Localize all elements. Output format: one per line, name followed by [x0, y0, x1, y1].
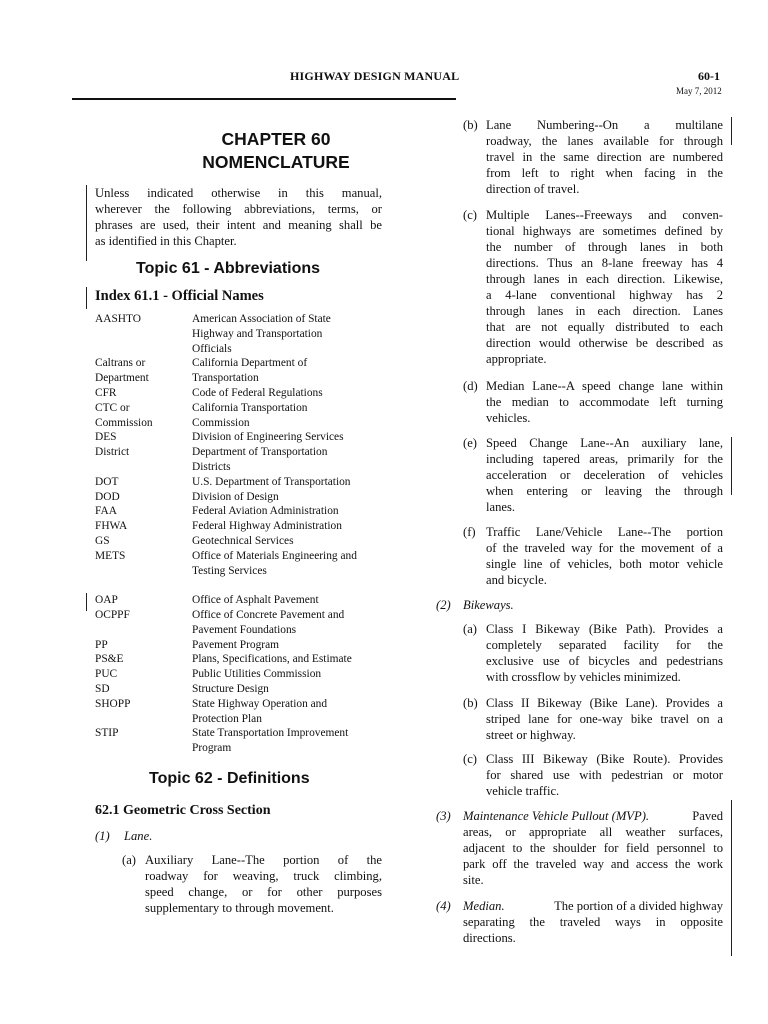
intro-line: as identified in this Chapter. [95, 234, 237, 248]
item-label: (e) [463, 436, 477, 450]
abbr-gap [95, 578, 395, 593]
item-line: site. [463, 873, 484, 887]
item-2-label: Bikeways. [463, 598, 514, 612]
abbr-row-pp [95, 638, 395, 653]
abbr-code: GS [95, 534, 110, 547]
item-line: supplementary to through movement. [145, 901, 334, 915]
abbr-row-des [95, 430, 395, 445]
item-line: Class II Bikeway (Bike Lane). Provides a [486, 696, 723, 710]
abbr-row-ocppf [95, 608, 395, 638]
mvp-definition [436, 808, 723, 890]
item-line: direction would otherwise be described as [486, 336, 723, 350]
abbr-row-cfr [95, 386, 395, 401]
abbr-definition: Structure Design [192, 682, 269, 695]
item-line: separating the traveled ways in opposite [463, 915, 723, 929]
intro-line: phrases are used, their intent and meaning shall be [95, 218, 382, 232]
change-bar [731, 800, 732, 956]
abbr-definition: Pavement Foundations [192, 623, 297, 636]
item-1-label: Lane. [124, 829, 153, 843]
abbr-row-gs [95, 534, 395, 549]
abbr-definition: State Transportation Improvement [192, 727, 349, 740]
item-line: Traffic Lane/Vehicle Lane--The portion [486, 525, 723, 539]
item-line: areas, or appropriate all weather surfaces, [463, 825, 723, 839]
change-bar [86, 185, 87, 261]
abbr-definition: Pavement Program [192, 638, 279, 651]
abbr-code: SD [95, 682, 110, 695]
abbr-row-fhwa [95, 519, 395, 534]
item-line: Paved [692, 809, 723, 823]
item-3-number: (3) [436, 809, 451, 823]
abbr-definition: Protection Plan [192, 712, 262, 725]
item-label: (d) [463, 379, 478, 393]
item-line: the median to accommodate left turning [486, 395, 723, 409]
lane-item-f [463, 524, 723, 590]
abbr-row-ctc [95, 401, 395, 431]
abbr-definition: U.S. Department of Transportation [192, 475, 351, 488]
item-line: Class I Bikeway (Bike Path). Provides a [486, 622, 723, 636]
abbr-code: CFR [95, 386, 117, 399]
chapter-title [96, 128, 456, 174]
item-line: vehicle traffic. [486, 784, 560, 798]
abbr-code: District [95, 446, 130, 459]
item-3-label: Maintenance Vehicle Pullout (MVP). [463, 809, 650, 823]
lane-item-b [463, 117, 723, 199]
abbr-code: STIP [95, 727, 119, 740]
abbr-code: AASHTO [95, 313, 141, 325]
abbr-definition: Public Utilities Commission [192, 668, 322, 681]
abbr-row-puc [95, 667, 395, 682]
abbr-row-sd [95, 682, 395, 697]
item-line: Multiple Lanes--Freeways and conven- [486, 208, 723, 222]
bikeway-item-c [463, 751, 723, 801]
abbr-code: FHWA [95, 520, 128, 533]
abbr-code: OCPPF [95, 608, 130, 621]
item-line: direction of travel. [486, 182, 580, 196]
abbr-row-shopp [95, 697, 395, 727]
running-header-title: HIGHWAY DESIGN MANUAL [290, 69, 460, 83]
mvp-first-line [463, 808, 723, 824]
item-line: Auxiliary Lane--The portion of the [145, 853, 382, 867]
item-line: from left to right when facing in the [486, 166, 723, 180]
item-line: Median Lane--A speed change lane within [486, 379, 723, 393]
item-1-number: (1) [95, 829, 110, 843]
section-62-1-heading: 62.1 Geometric Cross Section [95, 803, 271, 818]
lane-item-e [463, 435, 723, 517]
item-line: and bicycle. [486, 573, 547, 587]
item-line: Speed Change Lane--An auxiliary lane, [486, 436, 723, 450]
abbr-definition: Officials [192, 342, 232, 355]
item-4-number: (4) [436, 899, 451, 913]
abbr-row-caltrans [95, 356, 395, 386]
abbr-definition: Federal Highway Administration [192, 520, 342, 533]
abbr-definition: Commission [192, 416, 250, 429]
item-line: travel in the same direction are numbered [486, 150, 723, 164]
median-first-line [463, 898, 723, 914]
item-line: striped lane for one-way bike travel on a [486, 712, 723, 726]
item-line: that are not equally distributed to each [486, 320, 723, 334]
abbr-definition: Department of Transportation [192, 446, 328, 459]
item-line: park off the traveled way and access the work [463, 857, 723, 871]
intro-paragraph [95, 185, 382, 249]
abbr-code: FAA [95, 505, 117, 518]
abbr-row-dod [95, 490, 395, 505]
item-line: through lanes in each direction. Likewise, [486, 272, 723, 286]
abbr-definition: Geotechnical Services [192, 534, 294, 547]
item-label: (c) [463, 752, 477, 766]
abbr-definition: Division of Design [192, 490, 279, 503]
item-line: with crossflow by vehicles minimized. [486, 670, 681, 684]
intro-line: Unless indicated otherwise in this manual, [95, 186, 382, 200]
item-line: acceleration or deceleration of vehicles [486, 468, 723, 482]
abbr-definition: Transportation [192, 372, 259, 385]
item-label: (b) [463, 118, 478, 132]
item-line: Class III Bikeway (Bike Route). Provides [486, 752, 723, 766]
item-label: (a) [122, 853, 136, 867]
abbr-code: Department [95, 372, 149, 385]
lane-item-d [463, 378, 723, 428]
index-61-1-heading: Index 61.1 - Official Names [95, 288, 264, 304]
item-line: appropriate. [486, 352, 547, 366]
item-line: directions. Thus an 8-lane freeway has 4 [486, 256, 723, 270]
abbr-definition: Plans, Specifications, and Estimate [192, 653, 352, 666]
change-bar [731, 437, 732, 495]
abbr-row-pse [95, 652, 395, 667]
item-line: exclusive use of bicycles and pedestrians [486, 654, 723, 668]
item-2-number: (2) [436, 598, 451, 612]
abbr-definition: Districts [192, 460, 231, 473]
item-line: lanes. [486, 500, 516, 514]
page-number: 60-1 [698, 69, 720, 83]
abbr-code: Commission [95, 416, 153, 429]
item-line: directions. [463, 931, 516, 945]
abbr-definition: Office of Asphalt Pavement [192, 594, 319, 607]
item-line: adjacent to the shoulder for field personnel to [463, 841, 723, 855]
item-line: The portion of a divided highway [554, 899, 723, 913]
abbr-row-oap [95, 593, 395, 608]
item-line: single line of vehicles, both motor vehicle [486, 557, 723, 571]
abbr-row-stip [95, 726, 395, 756]
item-line: tional highways are sometimes defined by [486, 224, 723, 238]
item-line: when entering or leaving the through [486, 484, 723, 498]
abbr-row-aashto [95, 312, 395, 356]
abbr-definition: Highway and Transportation [192, 327, 323, 340]
item-line: roadway, the lanes available for through [486, 134, 723, 148]
intro-line: wherever the following abbreviations, terms, or [95, 202, 382, 216]
abbr-definition: Program [192, 742, 232, 755]
abbr-definition: Federal Aviation Administration [192, 505, 339, 518]
chapter-number: CHAPTER 60 [221, 129, 331, 149]
abbr-code: SHOPP [95, 697, 131, 710]
item-line: completely separated facility for the [486, 638, 723, 652]
abbr-definition: California Department of [192, 357, 308, 370]
abbr-row-faa [95, 504, 395, 519]
item-line: roadway for weaving, truck climbing, [145, 869, 382, 883]
abbr-row-mets [95, 549, 395, 579]
abbr-definition: Office of Materials Engineering and [192, 549, 357, 562]
header-rule [72, 98, 456, 100]
item-line: for shared use with pedestrian or motor [486, 768, 723, 782]
item-label: (c) [463, 208, 477, 222]
change-bar [731, 117, 732, 145]
topic-61-heading: Topic 61 - Abbreviations [136, 260, 321, 277]
abbr-code: DES [95, 431, 117, 444]
topic-62-heading: Topic 62 - Definitions [149, 770, 310, 787]
revision-date: May 7, 2012 [676, 86, 722, 96]
abbr-code: DOT [95, 475, 119, 488]
item-line: the number of through lanes in both [486, 240, 723, 254]
abbr-definition: American Association of State [192, 313, 331, 325]
abbr-code: DOD [95, 490, 120, 503]
abbr-definition: Division of Engineering Services [192, 431, 344, 444]
abbreviations-list [95, 312, 395, 756]
abbr-code: OAP [95, 594, 118, 607]
abbr-definition: California Transportation [192, 401, 308, 414]
lane-item-a [122, 852, 382, 922]
chapter-name: NOMENCLATURE [202, 152, 350, 172]
item-line: including tapered areas, primarily for the [486, 452, 723, 466]
item-label: (b) [463, 696, 478, 710]
abbr-code: METS [95, 549, 126, 562]
item-line: speed change, or for other purposes [145, 885, 382, 899]
item-line: vehicles. [486, 411, 531, 425]
bikeway-item-b [463, 695, 723, 745]
median-definition [436, 898, 723, 948]
item-4-label: Median. [463, 899, 505, 913]
abbr-code: PUC [95, 668, 118, 681]
lane-item-c [463, 207, 723, 371]
abbr-row-dot [95, 475, 395, 490]
item-line: through lanes in each direction. Lanes [486, 304, 723, 318]
change-bar [86, 287, 87, 309]
change-bar [86, 593, 87, 611]
item-label: (f) [463, 525, 476, 539]
bikeway-item-a [463, 621, 723, 687]
item-line: Lane Numbering--On a multilane [486, 118, 723, 132]
item-line: a 4-lane conventional highway has 2 [486, 288, 723, 302]
abbr-definition: Office of Concrete Pavement and [192, 608, 345, 621]
abbr-definition: Testing Services [192, 564, 267, 577]
item-label: (a) [463, 622, 477, 636]
abbr-definition: State Highway Operation and [192, 697, 328, 710]
abbr-definition: Code of Federal Regulations [192, 386, 323, 399]
abbr-code: PS&E [95, 653, 124, 666]
abbr-code: PP [95, 638, 108, 651]
item-line: street or highway. [486, 728, 576, 742]
abbr-row-district [95, 445, 395, 475]
abbr-code: CTC or [95, 401, 130, 414]
abbr-code: Caltrans or [95, 357, 146, 370]
item-line: of the traveled way for the movement of a [486, 541, 723, 555]
